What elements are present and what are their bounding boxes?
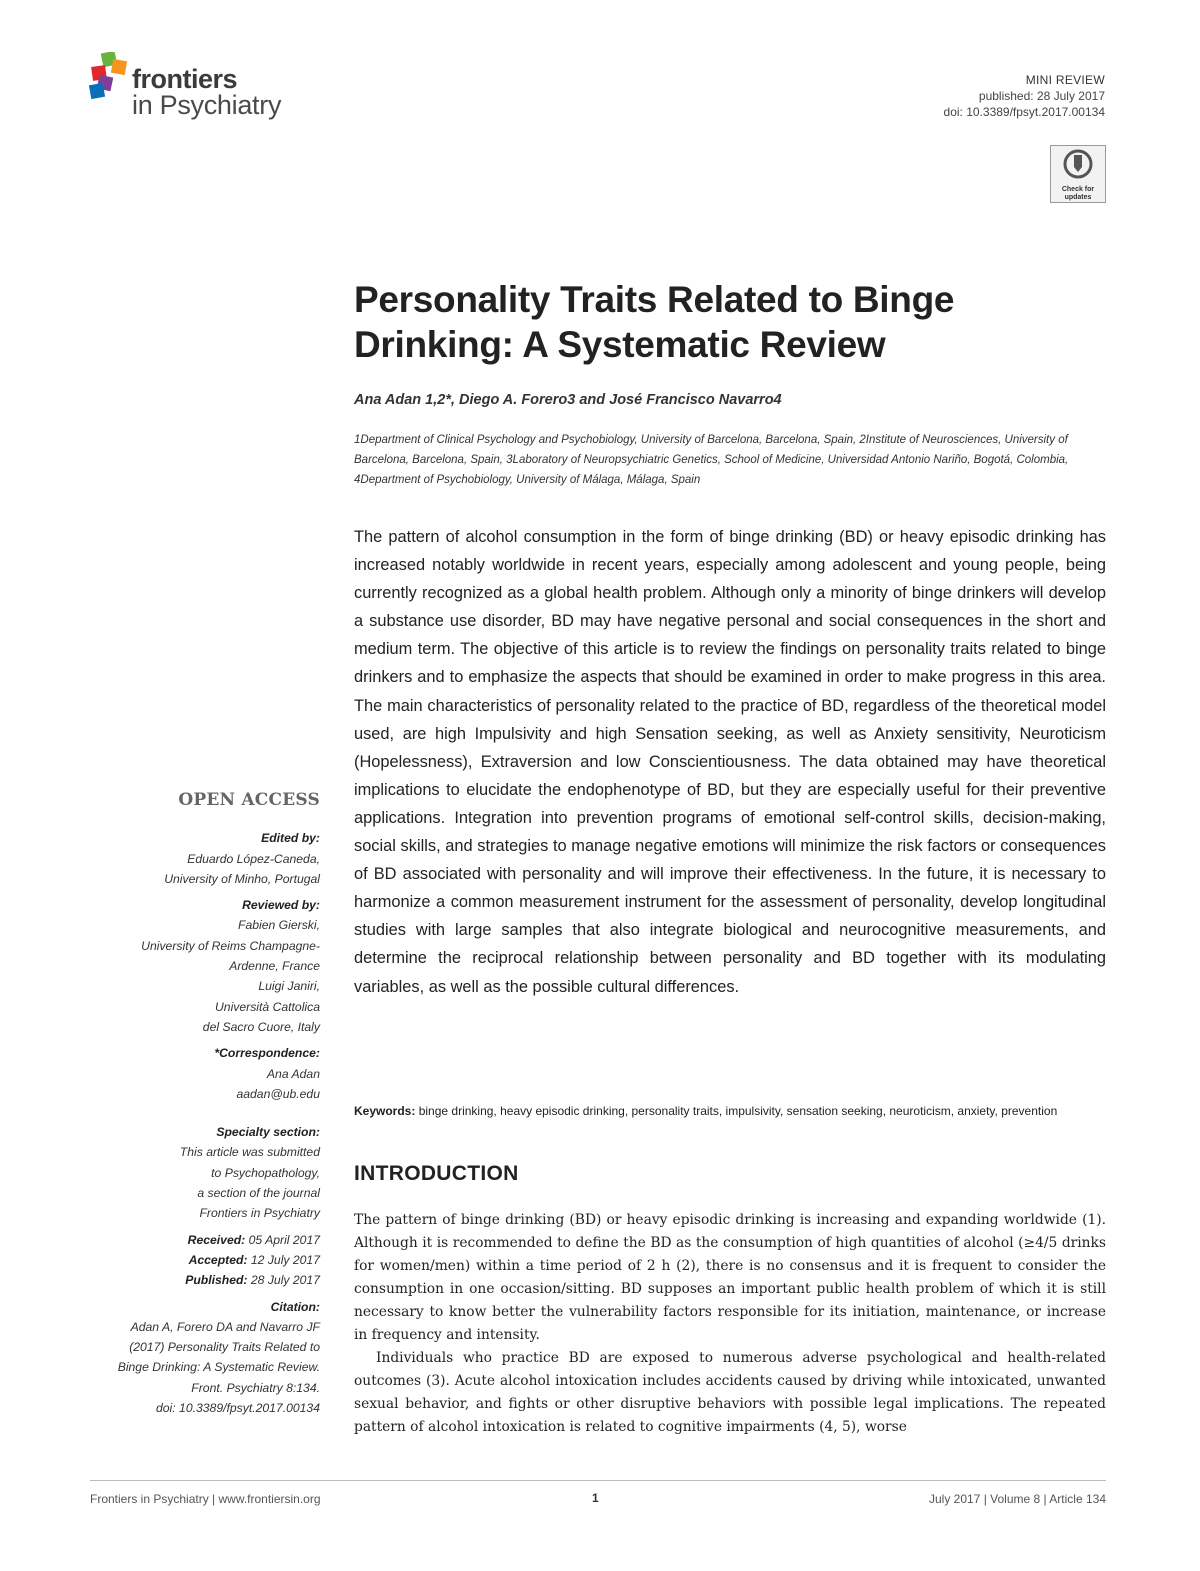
- intro-paragraph: Individuals who practice BD are exposed to numerous adverse psychological and health-related outcomes (3). Acute alcohol intoxication includes accidents caused by driving while intoxicated, unwanted sexual behavior, and fights or other disruptive behaviors with possible legal implications. The repeated pattern of alcohol intoxication is related to cognitive impairments (4, 5), worse: [354, 1350, 1106, 1435]
- edited-by-label: Edited by:: [261, 831, 320, 846]
- citation-line: Binge Drinking: A Systematic Review.: [117, 1360, 320, 1375]
- editor-name: Eduardo López-Caneda,: [187, 851, 320, 866]
- citation-line: Adan A, Forero DA and Navarro JF: [130, 1319, 320, 1334]
- published-value: 28 July 2017: [250, 1273, 320, 1288]
- specialty-line: This article was submitted: [179, 1145, 320, 1160]
- section-heading-introduction: INTRODUCTION: [354, 1162, 519, 1185]
- reviewer-affiliation: del Sacro Cuore, Italy: [202, 1019, 320, 1034]
- specialty-line: a section of the journal: [197, 1186, 320, 1201]
- crossmark-icon: [1063, 149, 1093, 179]
- specialty-line: Frontiers in Psychiatry: [199, 1206, 320, 1221]
- article-sidebar: [90, 790, 320, 1418]
- reviewer-affiliation: University of Reims Champagne-: [141, 938, 320, 953]
- frontiers-logo-icon: [88, 52, 132, 104]
- check-for-updates-badge[interactable]: [1050, 145, 1106, 203]
- reviewer-name: Luigi Janiri,: [258, 979, 320, 994]
- author-list: Ana Adan 1,2*, Diego A. Forero3 and José Francisco Navarro4: [354, 392, 782, 408]
- abstract: The pattern of alcohol consumption in the form of binge drinking (BD) or heavy episodic drinking has increased notably worldwide in recent years, especially among adolescent and young people, being currently recognized as a global health problem. Although only a minority of binge drinkers will develop a substance use disorder, BD may have negative personal and social consequences in the short and medium term. The objective of this article is to review the findings on personality traits related to binge drinkers and to emphasize the aspects that should be examined in order to make progress in this area. The main characteristics of personality related to the practice of BD, regardless of the theoretical model used, are high Impulsivity and high Sensation seeking, as well as Anxiety sensitivity, Neuroticism (Hopelessness), Extraversion and low Conscientiousness. The data obtained may have theoretical implications to elucidate the endophenotype of BD, but they are especially useful for their preventive applications. Integration into prevention programs of emotional self-control skills, decision-making, social skills, and strategies to manage negative emotions will minimize the risk factors or consequences of BD associated with personality and will improve their effectiveness. In the future, it is necessary to harmonize a common measurement instrument for the assessment of personality, develop longitudinal studies with large samples that also integrate biological and neurocognitive measurements, and determine the reciprocal relationship between personality and BD together with its modulating variables, as well as the possible cultural differences.: [354, 528, 1106, 996]
- keywords: [354, 1101, 1114, 1121]
- footer-journal[interactable]: Frontiers in Psychiatry | www.frontiersin.org: [90, 1492, 321, 1506]
- citation-line: (2017) Personality Traits Related to: [129, 1340, 320, 1355]
- reviewer-affiliation: Università Cattolica: [215, 999, 320, 1014]
- open-access-label: OPEN ACCESS: [178, 790, 320, 810]
- received-date: [90, 1230, 320, 1250]
- accepted-label: Accepted:: [188, 1252, 248, 1267]
- logo-wordmark-journal: in Psychiatry: [132, 90, 282, 120]
- citation-label: Citation:: [270, 1299, 320, 1314]
- footer-issue: July 2017 | Volume 8 | Article 134: [928, 1492, 1106, 1506]
- published-date: published: 28 July 2017: [978, 89, 1105, 103]
- published-label: Published:: [185, 1273, 248, 1288]
- correspondence-email[interactable]: aadan@ub.edu: [236, 1086, 320, 1101]
- introduction-body: [354, 1209, 1106, 1439]
- logo-wordmark-frontiers: frontiers: [132, 64, 238, 94]
- editor-affiliation: University of Minho, Portugal: [164, 871, 320, 886]
- citation-doi[interactable]: doi: 10.3389/fpsyt.2017.00134: [156, 1401, 320, 1416]
- accepted-value: 12 July 2017: [250, 1252, 320, 1267]
- article-title: Personality Traits Related to Binge Drinking: A Systematic Review: [354, 279, 955, 365]
- reviewer-affiliation: Ardenne, France: [229, 959, 320, 974]
- affiliations: 1Department of Clinical Psychology and Psychobiology, University of Barcelona, Barcelona, Spain, 2Institute of Neurosciences, University of Barcelona, Barcelona, Spain, 3Laboratory of Neuropsychiatric Genetics, School of Medicine, Universidad Antonio Nariño, Bogotá, Colombia, 4Department of Psychobiology, University of Málaga, Málaga, Spain: [354, 434, 1069, 486]
- specialty-section-label: Specialty section:: [216, 1125, 320, 1140]
- correspondence-name: Ana Adan: [266, 1066, 320, 1081]
- intro-paragraph: The pattern of binge drinking (BD) or heavy episodic drinking is increasing and expanding worldwide (1). Although it is recommended to define the BD as the consumption of high quantities of alcohol (≥4/5 drinks for women/men) within a time period of 2 h (2), there is no consensus and it is frequent to consider the consumption in one occasion/sitting. BD supposes an important public health problem of which it is still necessary to know better the vulnerability factors responsible for its initiation, maintenance, or increase in frequency and intensity.: [354, 1212, 1106, 1343]
- keywords-text: binge drinking, heavy episodic drinking, personality traits, impulsivity, sensation seeking, neuroticism, anxiety, prevention: [418, 1104, 1058, 1118]
- article-type: MINI REVIEW: [1025, 73, 1105, 87]
- reviewer-name: Fabien Gierski,: [238, 918, 320, 933]
- correspondence-label: *Correspondence:: [214, 1046, 320, 1061]
- reviewed-by-label: Reviewed by:: [242, 898, 320, 913]
- citation-line: Front. Psychiatry 8:134.: [191, 1380, 320, 1395]
- keywords-label: Keywords:: [354, 1104, 416, 1118]
- page-number: 1: [592, 1491, 599, 1505]
- article-meta: [944, 72, 1105, 120]
- received-value: 05 April 2017: [248, 1232, 320, 1247]
- updates-label: Check for updates: [1061, 186, 1095, 201]
- published-date-sidebar: [90, 1270, 320, 1290]
- accepted-date: [90, 1250, 320, 1270]
- specialty-line: to Psychopathology,: [211, 1165, 320, 1180]
- article-doi[interactable]: doi: 10.3389/fpsyt.2017.00134: [943, 105, 1105, 119]
- footer-divider: [90, 1480, 1106, 1481]
- received-label: Received:: [187, 1232, 246, 1247]
- journal-logo[interactable]: [88, 48, 308, 128]
